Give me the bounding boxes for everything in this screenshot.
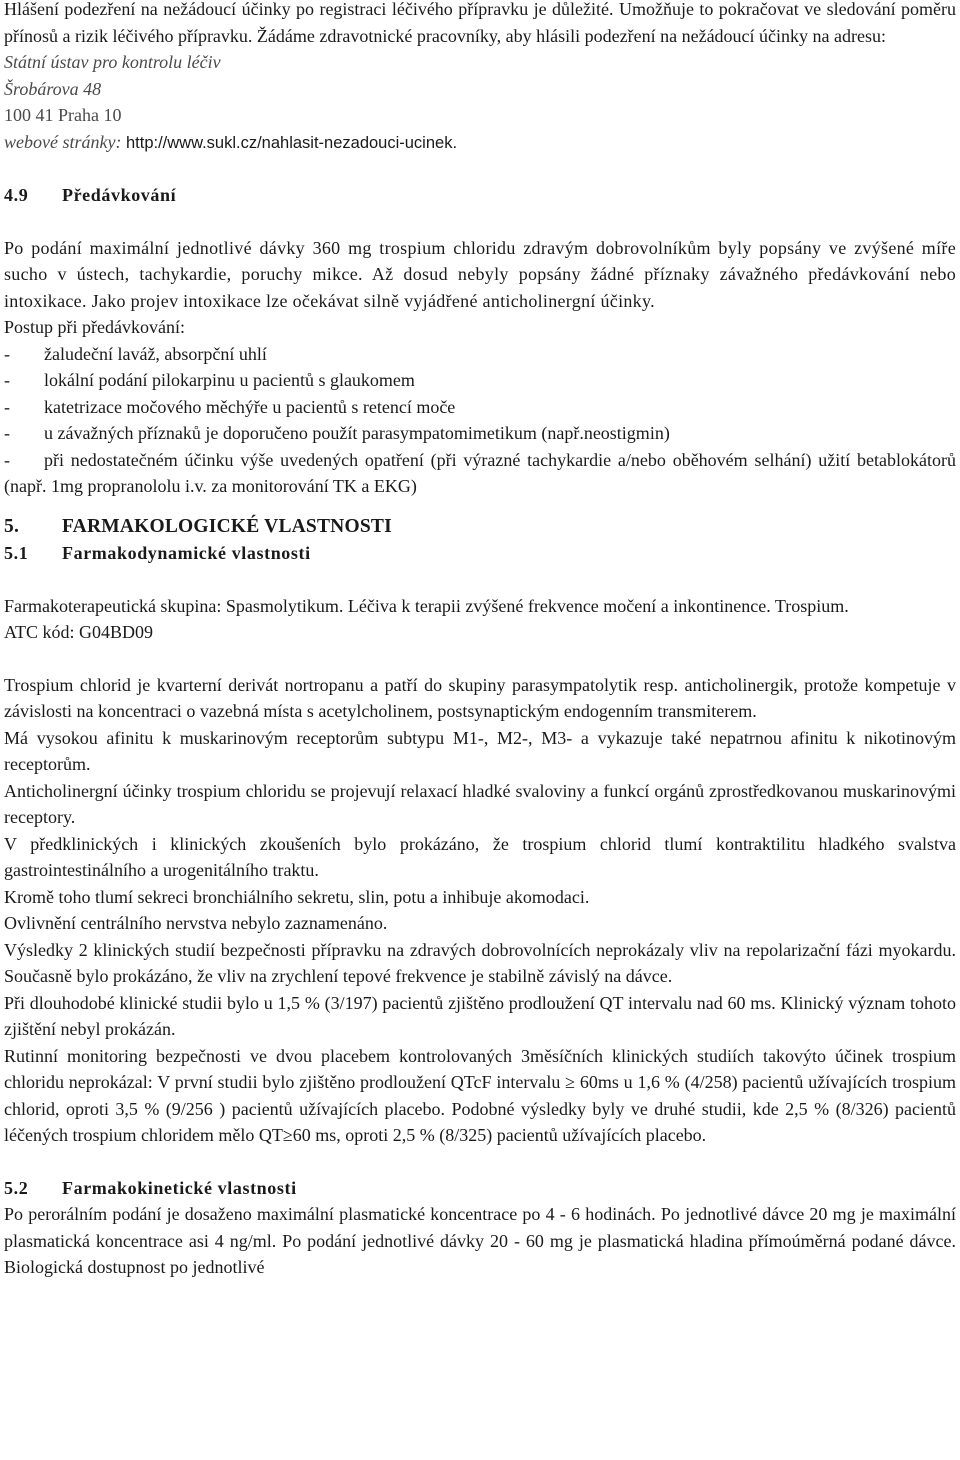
list-item: - žaludeční laváž, absorpční uhlí: [4, 343, 267, 364]
pharmacodynamics-paragraph: Ovlivnění centrálního nervstva nebylo zaznamenáno.: [4, 913, 388, 933]
web-link[interactable]: http://www.sukl.cz/nahlasit-nezadouci-ucinek.: [125, 133, 458, 152]
pharmacotherapeutic-group: Farmakoterapeutická skupina: Spasmolytikum. Léčiva k terapii zvýšené frekvence močení a inkontinence. Trospium.: [4, 595, 849, 616]
pharmacokinetics-paragraph: Po perorálním podání je dosaženo maximální plasmatické koncentrace po 4 - 6 hodinách. Po jednotlivé dávce 20 mg je maximální plasmatická koncentrace asi 4 ng/ml. Po podání jednotlivé dávky 20 - 60 mg je plasmatická hladina přímoúměrná podané dávce. Biologická dostupnost po jednotlivé: [4, 1204, 956, 1277]
pharmacodynamics-paragraph: Výsledky 2 klinických studií bezpečnosti přípravku na zdravých dobrovolnících neprokázaly vliv na repolarizační fázi myokardu. Současně bylo prokázáno, že vliv na zrychlení tepové frekvence je stabilně závislý na dávce.: [4, 939, 956, 986]
web-label: webové stránky:: [4, 131, 122, 152]
section-5-2-heading: 5.2 Farmakokinetické vlastnosti: [4, 1177, 297, 1198]
section-5-1-heading: 5.1 Farmakodynamické vlastnosti: [4, 543, 311, 563]
list-item: - při nedostatečném účinku výše uvedených opatření (při výrazné tachykardie a/nebo oběhovém selhání) užití betablokátorů (např. 1mg propranololu i.v. za monitorování TK a EKG): [4, 449, 956, 496]
atc-code: ATC kód: G04BD09: [4, 622, 154, 642]
institution-name: Státní ústav pro kontrolu léčiv: [4, 52, 221, 72]
pharmacodynamics-paragraph: Má vysokou afinitu k muskarinovým receptorům subtypu M1-, M2-, M3- a vykazuje také nepatrnou afinitu k nikotinovým receptorům.: [4, 727, 956, 774]
section-title: Předávkování: [62, 185, 177, 205]
pharmacodynamics-paragraph: Rutinní monitoring bezpečnosti ve dvou placebem kontrolovaných 3měsíčních klinických studiích takovýto účinek trospium chloridu neprokázal: V první studii bylo zjištěno prodloužení QTcF intervalu ≥ 60ms u 1,6 % (4/258) pacientů užívajících trospium chlorid, oproti 3,5 % (9/256 ) pacientů užívajících placebo. Podobné výsledky byly ve druhé studii, kde 2,5 % (8/326) pacientů léčených trospium chloridem mělo QT≥60 ms, oproti 2,5 % (8/325) pacientů užívajících placebo.: [4, 1045, 956, 1145]
pharmacodynamics-paragraph: Při dlouhodobé klinické studii bylo u 1,5 % (3/197) pacientů zjištěno prodloužení QT intervalu nad 60 ms. Klinický význam tohoto zjištění nebyl prokázán.: [4, 992, 956, 1039]
procedure-list: [4, 341, 956, 500]
section-number: 4.9: [4, 185, 29, 205]
overdose-paragraph: Po podání maximální jednotlivé dávky 360 mg trospium chloridu zdravým dobrovolníkům byly popsány ve zvýšené míře sucho v ústech, tachykardie, poruchy mikce. Až dosud nebyly popsány žádné příznaky závažného předávkování nebo intoxikace. Jako projev intoxikace lze očekávat silně vyjádřené anticholinergní účinky.: [4, 237, 957, 311]
document-page: [4, 0, 956, 1281]
institution-street: Šrobárova 48: [4, 78, 102, 99]
pharmacodynamics-paragraph: Kromě toho tlumí sekreci bronchiálního sekretu, slin, potu a inhibuje akomodaci.: [4, 886, 590, 907]
intro-paragraph: Hlášení podezření na nežádoucí účinky po registraci léčivého přípravku je důležité. Umožňuje to pokračovat ve sledování poměru přínosů a rizik léčivého přípravku. Žádáme zdravotnické pracovníky, aby hlásili podezření na nežádoucí účinky na adresu:: [4, 0, 956, 46]
list-item: - lokální podání pilokarpinu u pacientů s glaukomem: [4, 370, 415, 390]
web-line: [4, 129, 956, 157]
procedure-label: Postup při předávkování:: [4, 317, 185, 337]
institution-city: 100 41 Praha 10: [4, 105, 122, 125]
pharmacodynamics-paragraph: Anticholinergní účinky trospium chloridu se projevují relaxací hladké svaloviny a funkcí orgánů zprostředkovanou muskarinovými receptory.: [4, 780, 956, 827]
list-item: - u závažných příznaků je doporučeno použít parasympatomimetikum (např.neostigmin): [4, 423, 670, 443]
pharmacodynamics-paragraph: Trospium chlorid je kvarterní derivát nortropanu a patří do skupiny parasympatolytik resp. anticholinergik, protože kompetuje v závislosti na koncentraci o vazebná místa s acetylcholinem, postsynaptickým endogenním transmiterem.: [4, 674, 956, 721]
list-item: - katetrizace močového měchýře u pacientů s retencí moče: [4, 396, 456, 417]
pharmacodynamics-paragraph: V předklinických i klinických zkoušeních bylo prokázáno, že trospium chlorid tlumí kontraktilitu hladkého svalstva gastrointestinálního a urogenitálního traktu.: [4, 833, 956, 880]
section-5-heading: 5. FARMAKOLOGICKÉ VLASTNOSTI: [4, 515, 392, 537]
section-4-9-heading: [4, 182, 956, 209]
